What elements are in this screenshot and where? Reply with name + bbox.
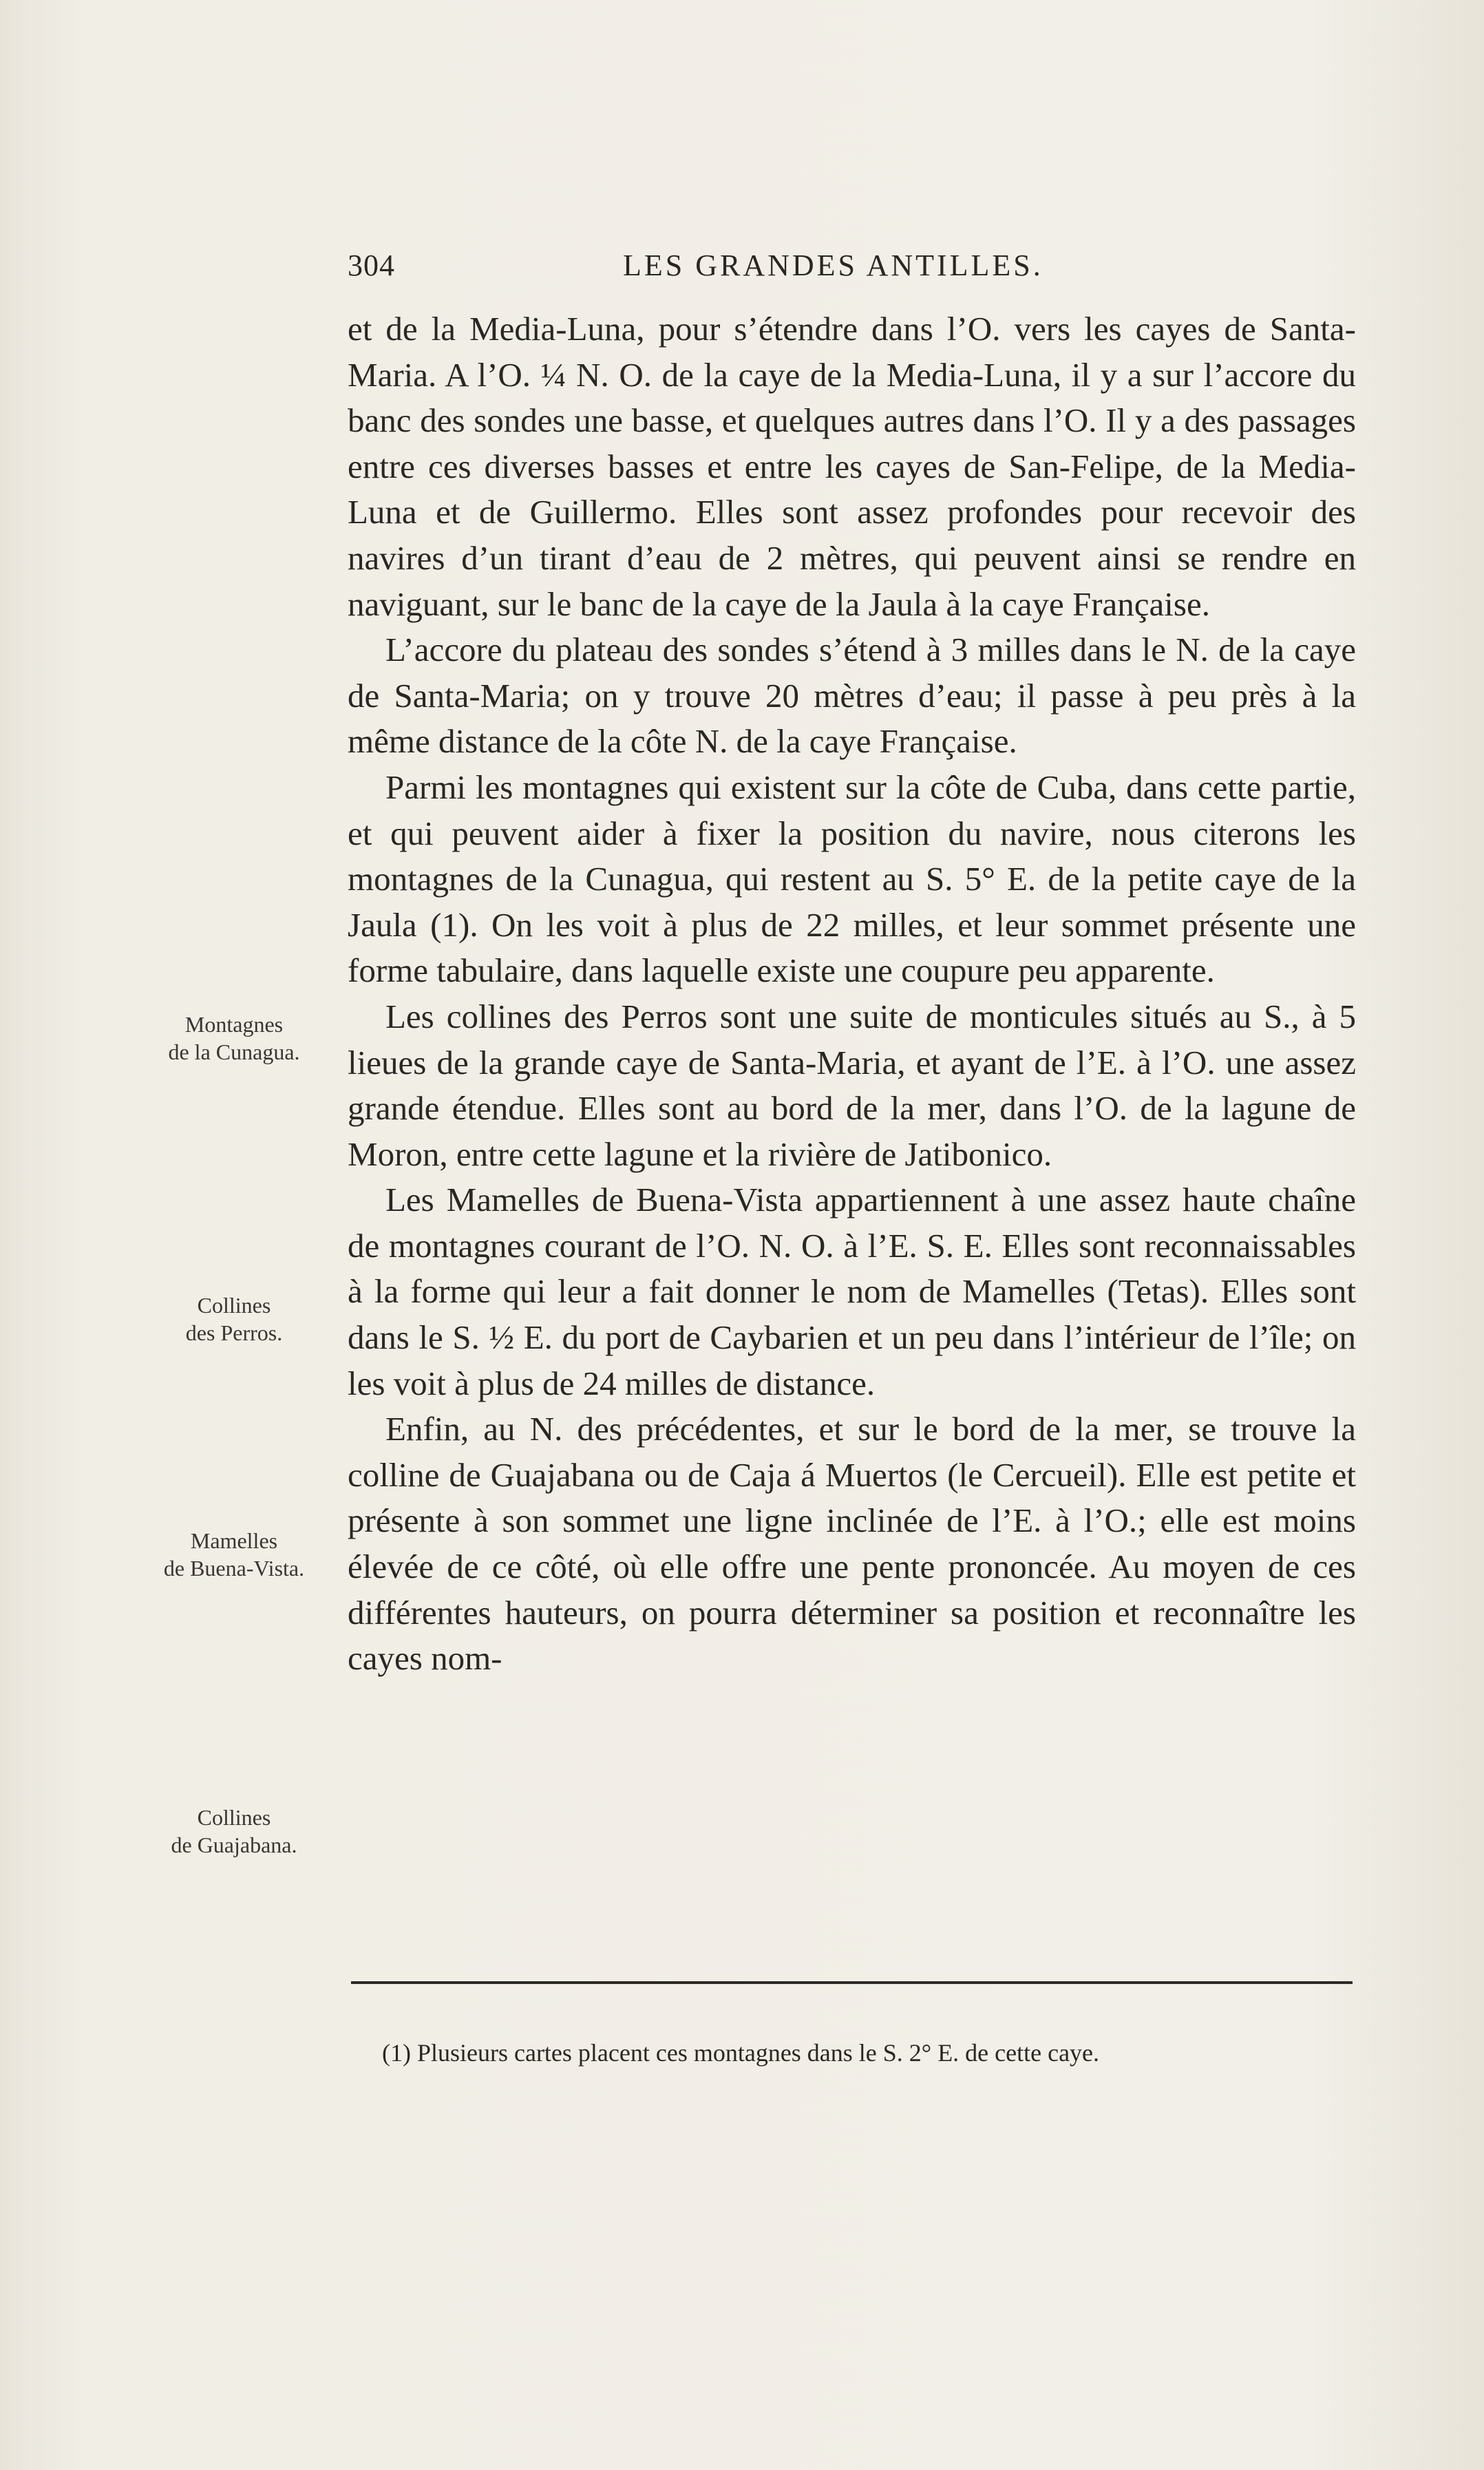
- paragraph: Enfin, au N. des précédentes, et sur le bord de la mer, se trouve la colline de Guajabana ou de Caja á Muertos (le Cercueil). Elle est petite et présente à son sommet une ligne inclinée de l’E. à l’O.; elle est moins élevée de ce côté, où elle offre une pente prononcée. Au moyen de ces différentes hauteurs, on pourra déterminer sa position et reconnaître les cayes nom-: [348, 1410, 1356, 1678]
- margin-note-line: Montagnes: [184, 1012, 284, 1037]
- paragraph: Les collines des Perros sont une suite de monticules situés au S., à 5 lieues de la grande caye de Santa-Maria, et ayant de l’E. à l’O. une assez grande étendue. Elles sont au bord de la mer, dans l’O. de la lagune de Moron, entre cette lagune et la rivière de Jatibonico.: [348, 997, 1356, 1173]
- paragraph: L’accore du plateau des sondes s’étend à 3 milles dans le N. de la caye de Santa-Maria; on y trouve 20 mètres d’eau; il passe à peu près à la même distance de la côte N. de la caye Française.: [348, 631, 1356, 761]
- margin-note-buena-vista: [131, 1527, 337, 1582]
- page-number: 304: [348, 249, 395, 282]
- margin-note-guajabana: [131, 1804, 337, 1859]
- margin-note-line: des Perros.: [185, 1320, 283, 1345]
- page-header: [348, 248, 1356, 289]
- margin-note-cunagua: [131, 1011, 337, 1066]
- footnote: (1) Plusieurs cartes placent ces montagnes dans le S. 2° E. de cette caye.: [382, 2039, 1100, 2067]
- margin-note-line: Collines: [197, 1805, 271, 1830]
- footnote-divider: [351, 1981, 1353, 1984]
- margin-note-line: de Buena-Vista.: [163, 1556, 305, 1581]
- margin-note-perros: [131, 1291, 337, 1347]
- margin-note-line: de Guajabana.: [171, 1833, 297, 1857]
- running-title: LES GRANDES ANTILLES.: [623, 249, 1043, 282]
- margin-note-line: Mamelles: [190, 1528, 278, 1553]
- body-text: [348, 306, 1356, 1682]
- paragraph: Les Mamelles de Buena-Vista appartiennent à une assez haute chaîne de montagnes courant de l’O. N. O. à l’E. S. E. Elles sont reconnaissables à la forme qui leur a fait donner le nom de Mamelles (Tetas). Elles sont dans le S. ½ E. du port de Caybarien et un peu dans l’intérieur de l’île; on les voit à plus de 24 milles de distance.: [348, 1181, 1356, 1402]
- paragraph: Parmi les montagnes qui existent sur la côte de Cuba, dans cette partie, et qui peuvent aider à fixer la position du navire, nous citerons les montagnes de la Cunagua, qui restent au S. 5° E. de la petite caye de la Jaula (1). On les voit à plus de 22 milles, et leur sommet présente une forme tabulaire, dans laquelle existe une coupure peu apparente.: [348, 768, 1356, 990]
- paragraph: et de la Media-Luna, pour s’étendre dans l’O. vers les cayes de Santa-Maria. A l’O. ¼ N. O. de la caye de la Media-Luna, il y a sur l’accore du banc des sondes une basse, et quelques autres dans l’O. Il y a des passages entre ces diverses basses et entre les cayes de San-Felipe, de la Media-Luna et de Guillermo. Elles sont assez profondes pour recevoir des navires d’un tirant d’eau de 2 mètres, qui peuvent ainsi se rendre en naviguant, sur le banc de la caye de la Jaula à la caye Française.: [348, 310, 1356, 623]
- margin-note-line: Collines: [197, 1293, 271, 1318]
- margin-note-line: de la Cunagua.: [168, 1039, 300, 1064]
